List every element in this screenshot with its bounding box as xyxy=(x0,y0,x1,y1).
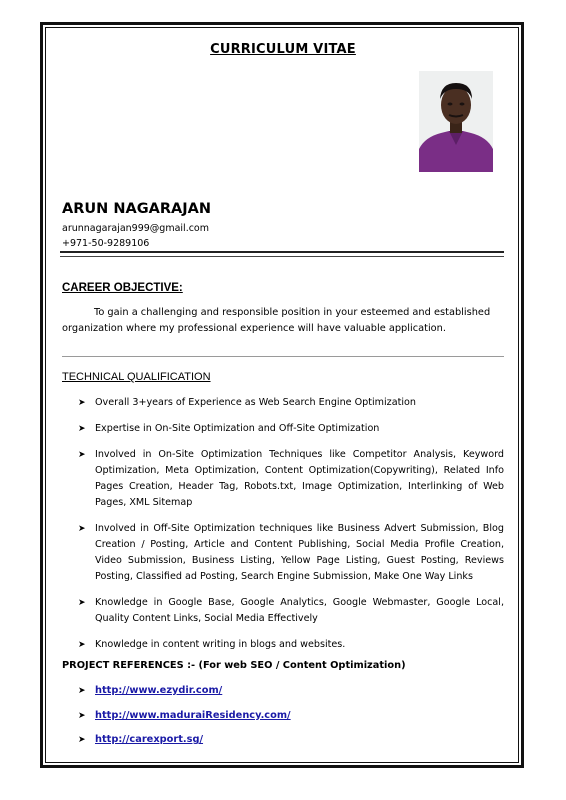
technical-list xyxy=(78,395,504,663)
applicant-name: ARUN NAGARAJAN xyxy=(62,201,211,217)
arrow-bullet-icon: ➤ xyxy=(78,710,86,721)
phone-text: +971-50-9289106 xyxy=(62,238,150,249)
project-link-carexport[interactable]: http://carexport.sg/ xyxy=(95,734,204,745)
profile-photo xyxy=(419,71,493,172)
arrow-bullet-icon: ➤ xyxy=(78,686,86,696)
objective-heading: CAREER OBJECTIVE: xyxy=(62,282,183,294)
list-item xyxy=(78,395,504,411)
list-item-text: Expertise in On-Site Optimization and Off-Site Optimization xyxy=(95,423,380,434)
header-divider-thin xyxy=(60,256,504,257)
person-photo-icon xyxy=(419,71,493,172)
project-links-list xyxy=(78,684,291,758)
list-item-text: Involved in Off-Site Optimization techniques like Business Advert Submission, Blog Creation / Posting, Article and Content Publishing, Social Media Profile Creation, Video Submission, Business Listing, Yellow Page Listing, Guest Posting, Reviews Posting, Classified ad Posting, Search Engine Submission, Make One Way Links xyxy=(95,523,504,582)
list-item xyxy=(78,447,504,511)
arrow-bullet-icon: ➤ xyxy=(78,450,86,460)
list-item xyxy=(78,684,291,698)
list-item xyxy=(78,637,504,653)
list-item xyxy=(78,521,504,585)
arrow-bullet-icon: ➤ xyxy=(78,735,86,745)
project-link-ezydir[interactable]: http://www.ezydir.com/ xyxy=(95,685,223,696)
list-item xyxy=(78,733,291,747)
projects-heading: PROJECT REFERENCES :- (For web SEO / Content Optimization) xyxy=(62,660,406,671)
list-item-text: Involved in On-Site Optimization Techniques like Competitor Analysis, Keyword Optimization, Meta Optimization, Content Optimization(Copywriting), Related Info Pages Creation, Header Tag, Robots.txt, Image Optimization, Interlinking of Web Pages, XML Sitemap xyxy=(95,449,504,508)
list-item xyxy=(78,421,504,437)
list-item-text: Knowledge in content writing in blogs and websites. xyxy=(95,639,346,650)
section-divider xyxy=(62,356,504,357)
arrow-bullet-icon: ➤ xyxy=(78,598,86,608)
project-link-madurairesidency[interactable]: http://www.maduraiResidency.com/ xyxy=(95,709,291,721)
arrow-bullet-icon: ➤ xyxy=(78,524,86,534)
header-divider xyxy=(60,251,504,253)
objective-text: To gain a challenging and responsible position in your esteemed and established organization where my professional experience will have valuable application. xyxy=(62,307,491,334)
arrow-bullet-icon: ➤ xyxy=(78,398,86,408)
list-item xyxy=(78,595,504,627)
arrow-bullet-icon: ➤ xyxy=(78,640,86,650)
technical-heading: TECHNICAL QUALIFICATION xyxy=(62,371,211,383)
document-title: CURRICULUM VITAE xyxy=(210,42,356,57)
list-item xyxy=(78,709,291,723)
arrow-bullet-icon: ➤ xyxy=(78,424,86,434)
list-item-text: Knowledge in Google Base, Google Analytics, Google Webmaster, Google Local, Quality Content Links, Social Media Effectively xyxy=(95,597,504,624)
email-text: arunnagarajan999@gmail.com xyxy=(62,223,209,234)
list-item-text: Overall 3+years of Experience as Web Search Engine Optimization xyxy=(95,397,416,408)
